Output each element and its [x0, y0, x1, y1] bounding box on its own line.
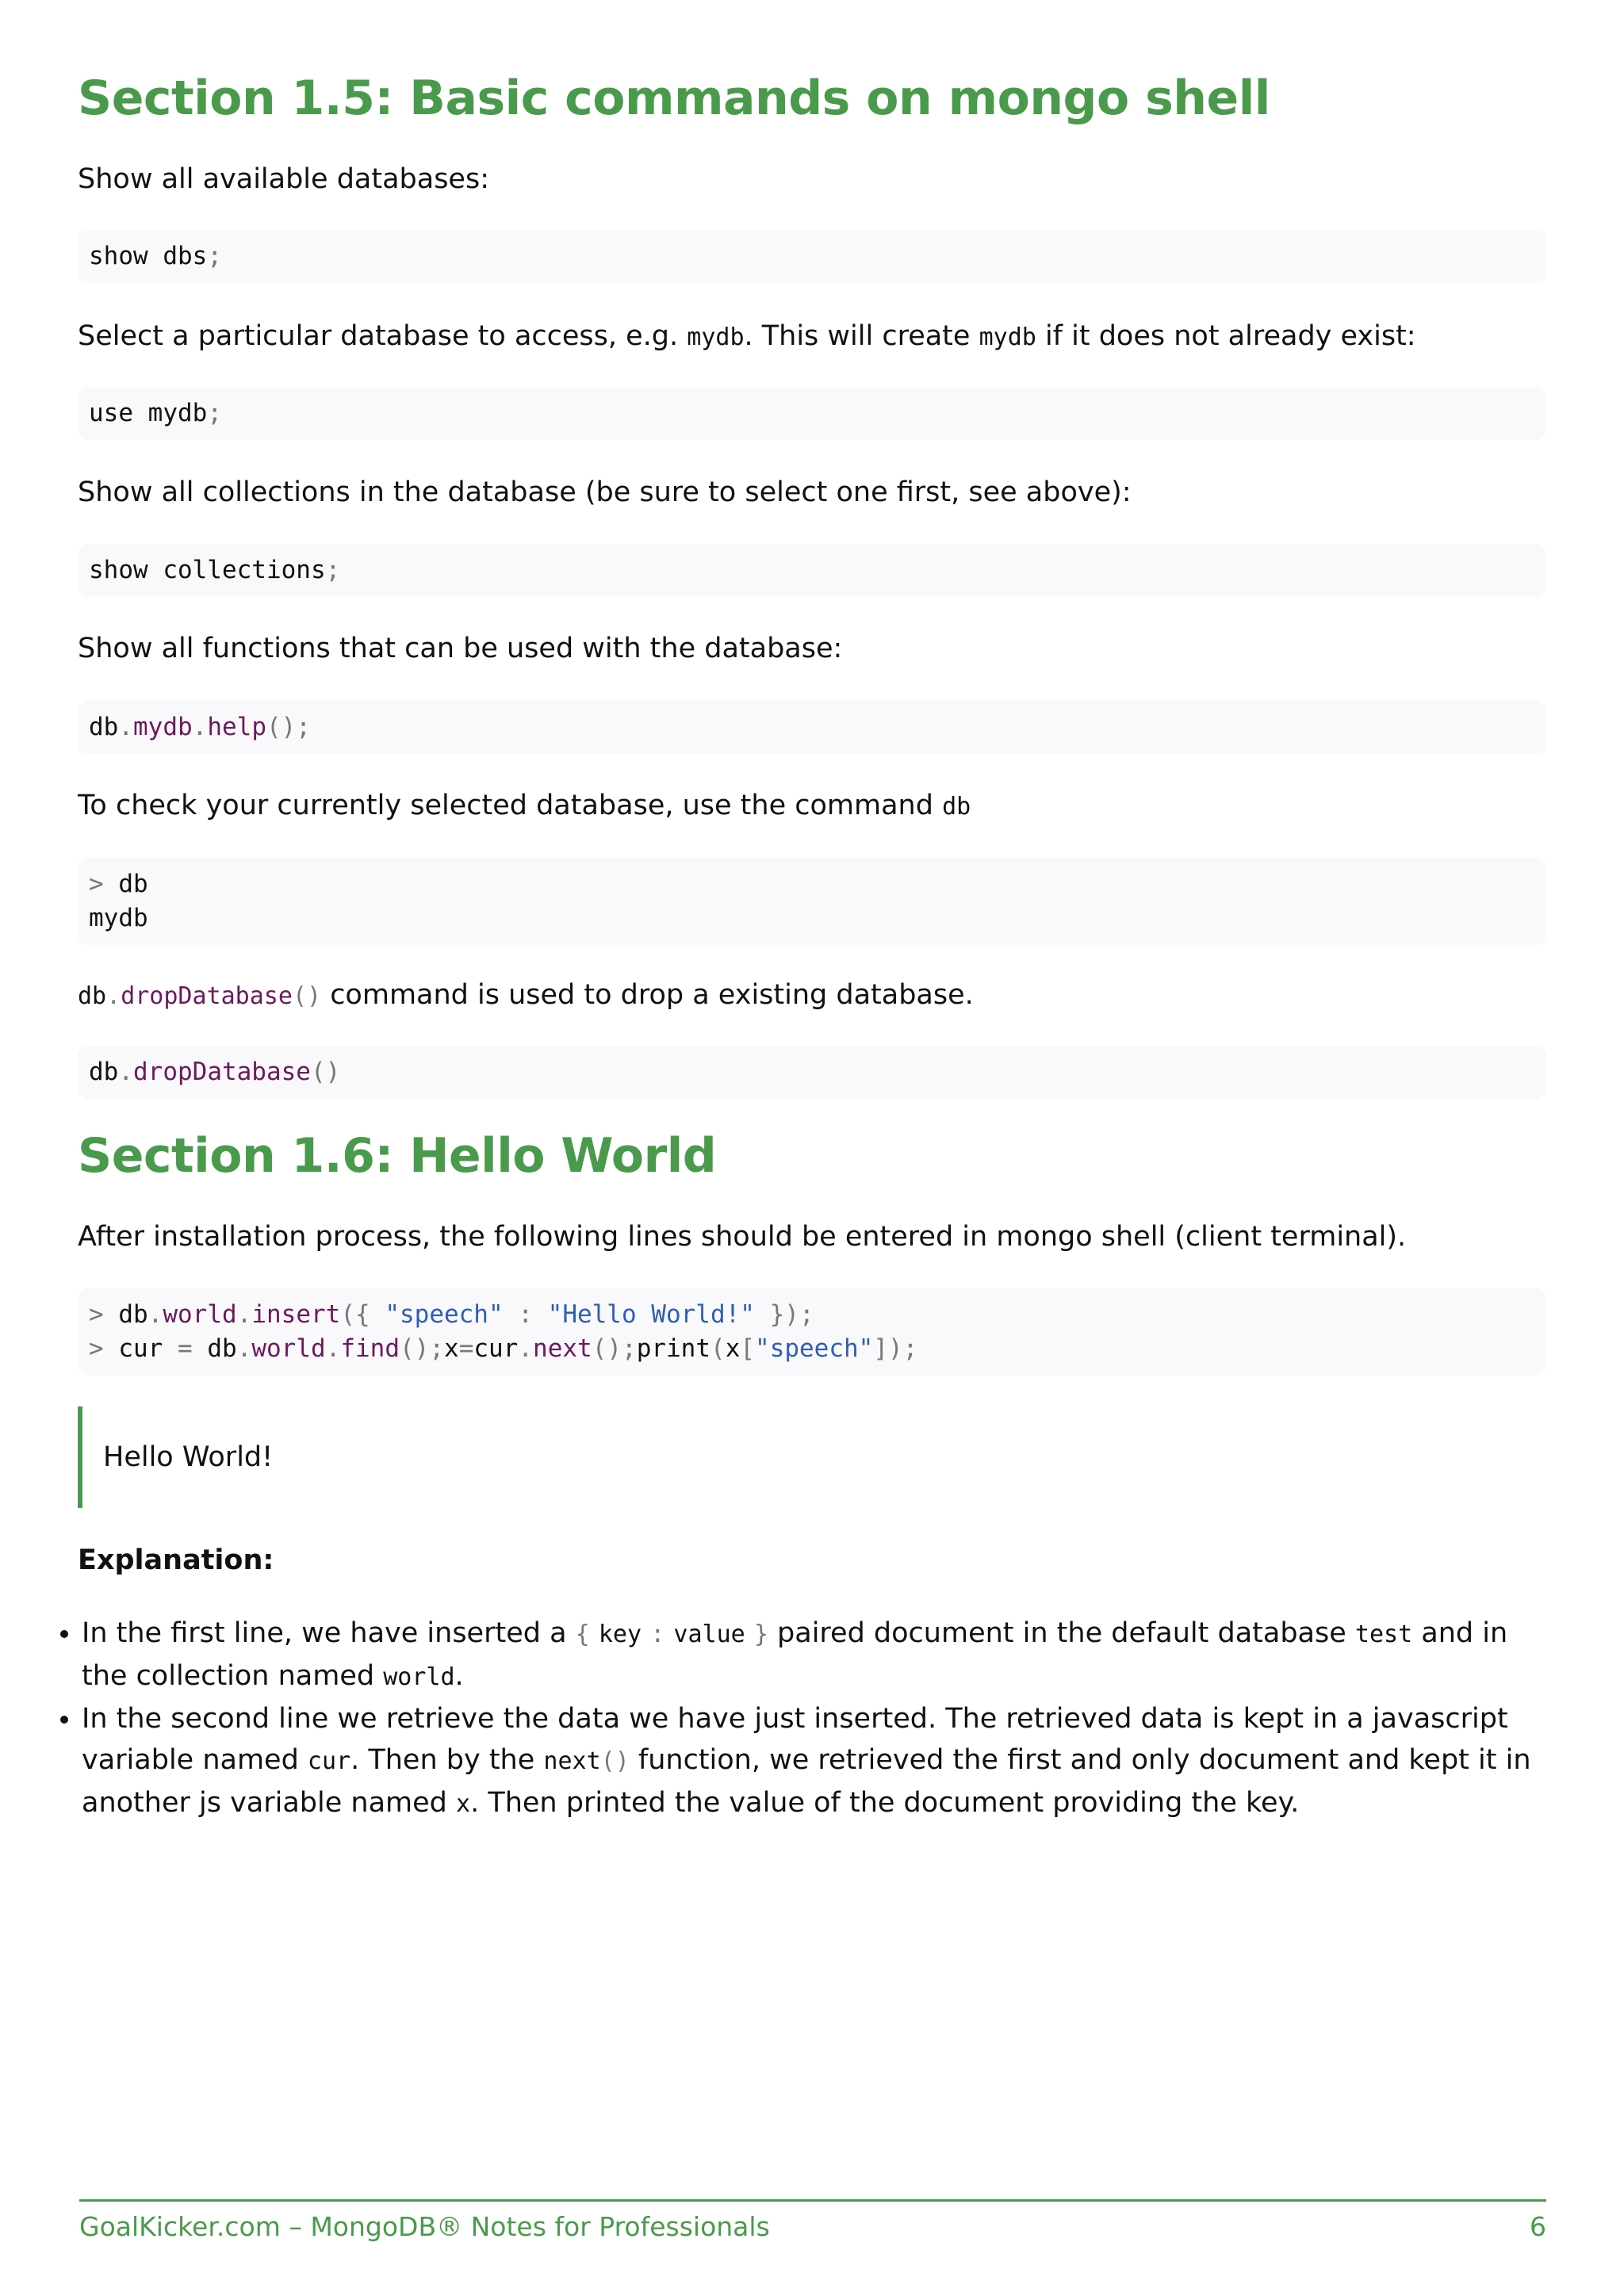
code-string: "speech" — [385, 1300, 504, 1329]
footer-link[interactable]: GoalKicker.com – MongoDB® Notes for Professionals — [79, 2211, 770, 2242]
code-text: x — [444, 1334, 459, 1363]
code-text: cur — [118, 1334, 163, 1363]
code-punct: : — [518, 1300, 533, 1329]
code-identifier: world — [163, 1300, 237, 1329]
code-punct: ( — [710, 1334, 726, 1363]
inline-code-punct: : — [650, 1621, 665, 1648]
code-text: db — [118, 870, 148, 898]
code-block-use-db — [78, 387, 1546, 440]
code-punct: [ — [740, 1334, 756, 1363]
code-punct: = — [458, 1334, 474, 1363]
text: In the first line, we have inserted a — [82, 1617, 576, 1649]
inline-code-punct: () — [292, 982, 322, 1010]
code-function: insert — [251, 1300, 341, 1329]
code-punct: () — [310, 1058, 341, 1086]
text: . — [454, 1660, 464, 1692]
code-block-hello-world — [78, 1288, 1546, 1376]
code-prompt: > — [89, 1300, 104, 1329]
list-item — [82, 1613, 1549, 1698]
code-punct: . — [236, 1334, 252, 1363]
code-prompt: > — [89, 1334, 104, 1363]
text: if it does not already exist: — [1036, 320, 1416, 352]
paragraph-use-db — [78, 316, 1416, 358]
inline-code: db — [942, 793, 971, 821]
code-punct: (); — [266, 713, 311, 741]
code-punct: . — [147, 1300, 163, 1329]
text: To check your currently selected database, use the command — [78, 790, 943, 821]
code-punct: . — [118, 1058, 133, 1086]
code-block-show-dbs — [78, 230, 1546, 283]
text: In the second line we retrieve the data we have just inserted. The retrieved data is kept in a javascript variable named — [82, 1703, 1508, 1776]
paragraph-installation: After installation process, the following lines should be entered in mongo shell (client terminal). — [78, 1221, 1407, 1253]
code-text: db — [207, 1334, 237, 1363]
inline-code: world — [383, 1663, 455, 1691]
code-punct: ; — [325, 556, 341, 584]
code-text: use mydb — [89, 399, 208, 427]
list-item — [82, 1698, 1549, 1825]
inline-code: test — [1354, 1621, 1413, 1648]
code-punct: }); — [769, 1300, 814, 1329]
text: command is used to drop a existing database. — [321, 979, 974, 1011]
explanation-heading: Explanation: — [78, 1544, 274, 1576]
inline-code-punct: () — [600, 1747, 630, 1775]
code-text: x — [725, 1334, 741, 1363]
text: . This will create — [744, 320, 979, 352]
code-block-db — [78, 858, 1546, 945]
section-title-1-5: Section 1.5: Basic commands on mongo shell — [78, 71, 1270, 126]
code-block-help — [78, 701, 1546, 754]
inline-code: mydb — [979, 323, 1036, 351]
code-punct: . — [118, 713, 133, 741]
code-block-show-collections — [78, 544, 1546, 597]
inline-code-punct: { — [575, 1621, 590, 1648]
code-text: db — [118, 1300, 148, 1329]
code-punct: = — [178, 1334, 193, 1363]
code-punct: ]); — [873, 1334, 918, 1363]
inline-code-punct: } — [753, 1621, 768, 1648]
code-function: print — [636, 1334, 711, 1363]
inline-code-function: dropDatabase — [121, 982, 293, 1010]
text: . Then by the — [350, 1744, 544, 1776]
code-function: dropDatabase — [133, 1058, 311, 1086]
code-punct: (); — [400, 1334, 445, 1363]
inline-code: value — [673, 1621, 745, 1648]
code-prompt: > — [89, 870, 104, 898]
paragraph-show-collections: Show all collections in the database (be sure to select one first, see above): — [78, 476, 1132, 508]
inline-code: db — [78, 982, 107, 1010]
page-footer — [79, 2199, 1546, 2242]
code-punct: ({ — [340, 1300, 370, 1329]
text: . Then printed the value of the document providing the key. — [470, 1787, 1300, 1819]
explanation-list — [0, 1613, 1549, 1825]
output-text: Hello World! — [103, 1441, 274, 1473]
section-title-1-6: Section 1.6: Hello World — [78, 1128, 717, 1184]
code-text: cur — [473, 1334, 519, 1363]
inline-code: cur — [307, 1747, 351, 1775]
code-text: show collections — [89, 556, 326, 584]
paragraph-show-dbs: Show all available databases: — [78, 163, 489, 195]
inline-code-punct: . — [106, 982, 121, 1010]
paragraph-drop-db — [78, 974, 974, 1017]
code-identifier: mydb — [133, 713, 193, 741]
text: paired document in the default database — [768, 1617, 1355, 1649]
code-output: mydb — [89, 904, 148, 932]
code-punct: . — [325, 1334, 341, 1363]
paragraph-show-functions: Show all functions that can be used with the database: — [78, 633, 843, 664]
inline-code: x — [456, 1790, 471, 1818]
code-function: help — [207, 713, 266, 741]
code-function: next — [533, 1334, 592, 1363]
code-text: show dbs — [89, 242, 208, 270]
code-punct: ; — [207, 399, 222, 427]
code-punct: (); — [592, 1334, 637, 1363]
code-punct: ; — [207, 242, 222, 270]
code-text: db — [89, 713, 119, 741]
code-punct: . — [192, 713, 208, 741]
code-text: db — [89, 1058, 119, 1086]
code-string: "speech" — [755, 1334, 874, 1363]
page-number: 6 — [1530, 2211, 1546, 2242]
code-punct: . — [518, 1334, 534, 1363]
inline-code: next — [543, 1747, 601, 1775]
text: and in the collection named — [82, 1617, 1508, 1692]
code-string: "Hello World!" — [547, 1300, 755, 1329]
text: function, we retrieved the first and only document and kept it in another js variable named — [82, 1744, 1531, 1819]
text: Select a particular database to access, e.g. — [78, 320, 688, 352]
code-function: find — [340, 1334, 400, 1363]
code-punct: . — [236, 1300, 252, 1329]
inline-code: key — [598, 1621, 642, 1648]
paragraph-check-db — [78, 785, 971, 828]
code-block-drop-db — [78, 1046, 1546, 1099]
inline-code: mydb — [687, 323, 745, 351]
code-identifier: world — [251, 1334, 326, 1363]
output-blockquote — [78, 1406, 1530, 1508]
